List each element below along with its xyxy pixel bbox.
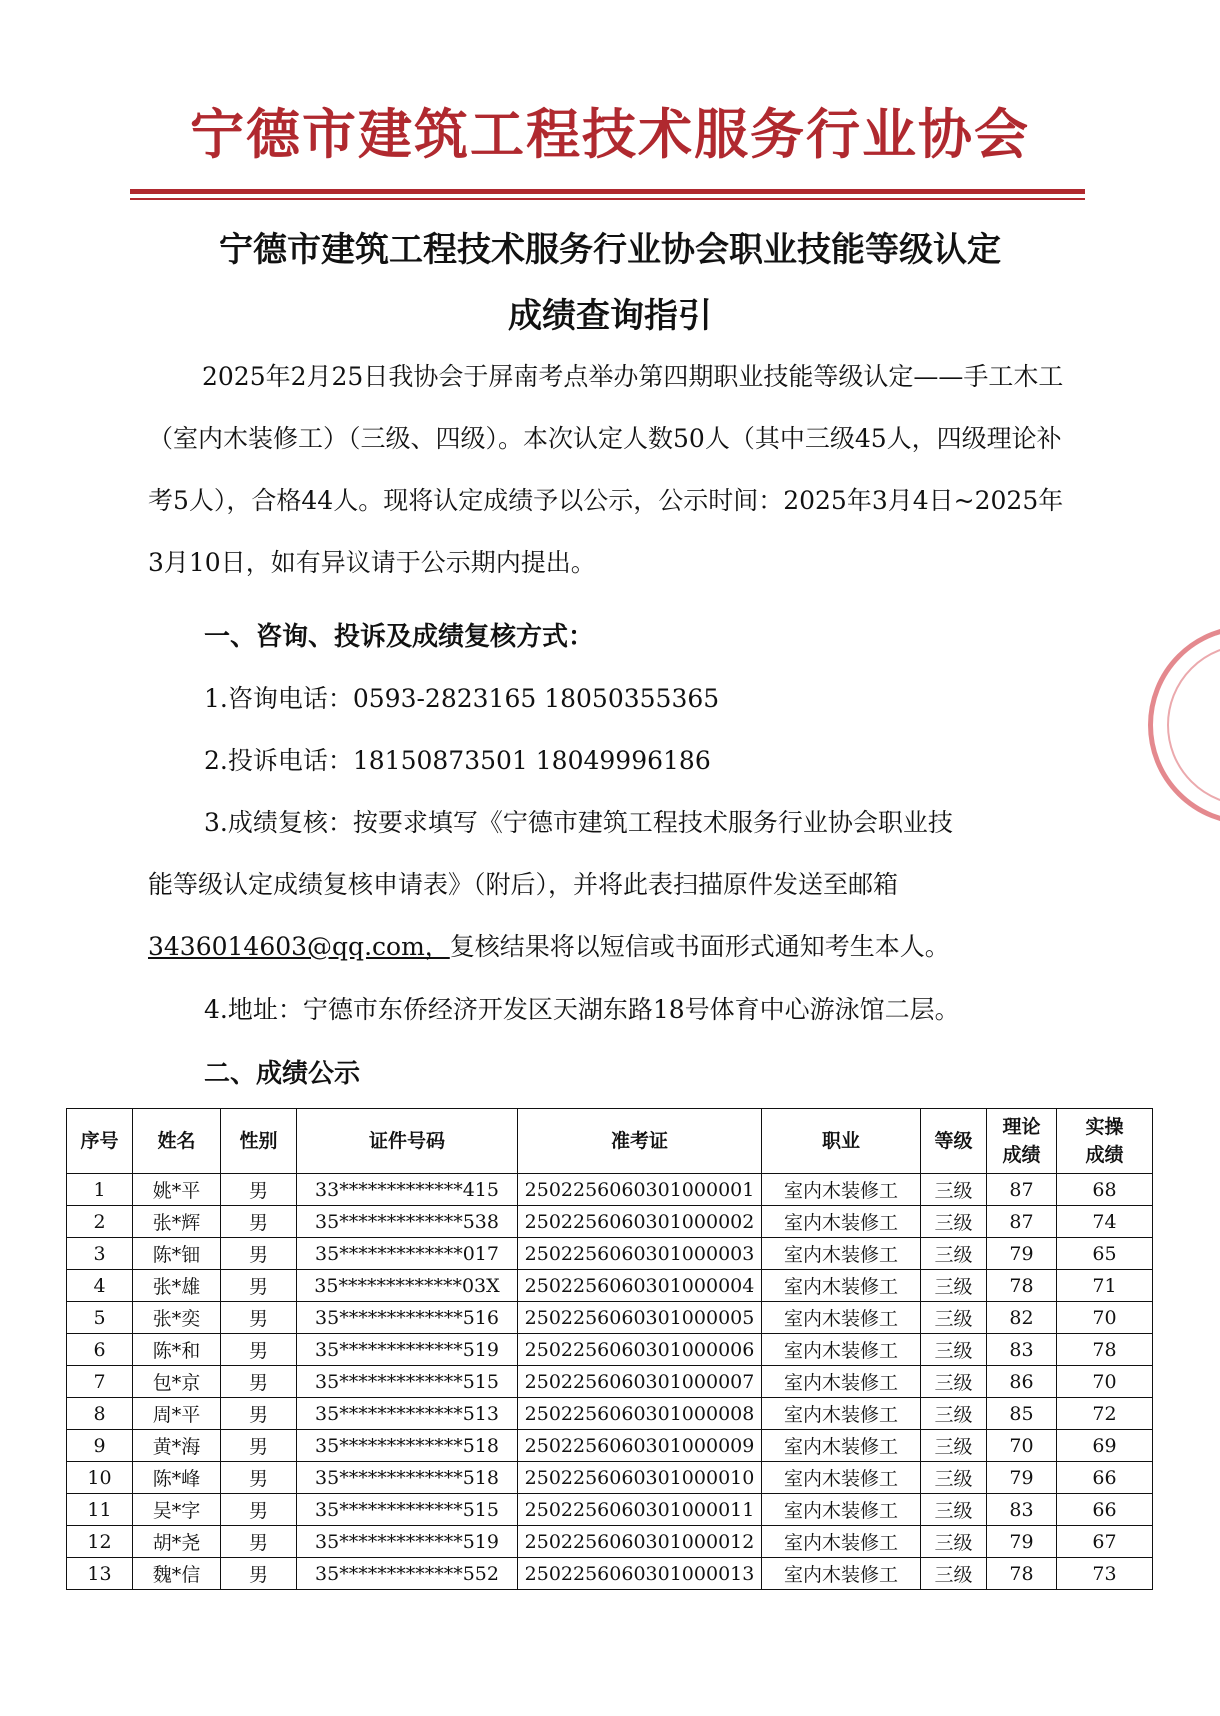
cell-name: 胡*尧: [133, 1526, 221, 1558]
cell-theory-score: 79: [987, 1526, 1057, 1558]
cell-occupation: 室内木装修工: [762, 1398, 921, 1430]
cell-level: 三级: [921, 1302, 987, 1334]
cell-level: 三级: [921, 1462, 987, 1494]
table-row: [67, 1462, 1153, 1494]
cell-id-number: 35*************538: [297, 1206, 518, 1238]
cell-theory-score: 78: [987, 1558, 1057, 1590]
cell-level: 三级: [921, 1398, 987, 1430]
cell-gender: 男: [221, 1462, 297, 1494]
document-title-line2: 成绩查询指引: [508, 296, 712, 336]
table-row: [67, 1302, 1153, 1334]
cell-practice-score: 65: [1057, 1238, 1153, 1270]
cell-level: 三级: [921, 1206, 987, 1238]
letterhead-rule-thin: [130, 198, 1085, 200]
cell-practice-score: 67: [1057, 1526, 1153, 1558]
address: 4.地址：宁德市东侨经济开发区天湖东路18号体育中心游泳馆二层。: [204, 995, 960, 1024]
header-seq: 序号: [67, 1109, 133, 1174]
cell-ticket: 2502256060301000006: [518, 1334, 762, 1366]
cell-occupation: 室内木装修工: [762, 1238, 921, 1270]
header-practice-line1: 实操: [1085, 1116, 1124, 1138]
cell-id-number: 33*************415: [297, 1174, 518, 1206]
cell-gender: 男: [221, 1174, 297, 1206]
cell-name: 魏*信: [133, 1558, 221, 1590]
header-occupation: 职业: [762, 1109, 921, 1174]
complaint-phone: 2.投诉电话：18150873501 18049996186: [204, 746, 711, 775]
cell-theory-score: 83: [987, 1494, 1057, 1526]
cell-ticket: 2502256060301000008: [518, 1398, 762, 1430]
cell-level: 三级: [921, 1334, 987, 1366]
header-ticket: 准考证: [518, 1109, 762, 1174]
cell-seq: 11: [67, 1494, 133, 1526]
cell-level: 三级: [921, 1366, 987, 1398]
cell-name: 吴*字: [133, 1494, 221, 1526]
cell-gender: 男: [221, 1334, 297, 1366]
cell-practice-score: 73: [1057, 1558, 1153, 1590]
table-row: [67, 1558, 1153, 1590]
cell-gender: 男: [221, 1494, 297, 1526]
cell-id-number: 35*************017: [297, 1238, 518, 1270]
cell-id-number: 35*************513: [297, 1398, 518, 1430]
cell-ticket: 2502256060301000011: [518, 1494, 762, 1526]
cell-level: 三级: [921, 1270, 987, 1302]
table-row: [67, 1430, 1153, 1462]
cell-practice-score: 74: [1057, 1206, 1153, 1238]
cell-theory-score: 70: [987, 1430, 1057, 1462]
cell-ticket: 2502256060301000004: [518, 1270, 762, 1302]
review-email-link[interactable]: 3436014603@qq.com，: [148, 932, 450, 961]
cell-occupation: 室内木装修工: [762, 1494, 921, 1526]
cell-occupation: 室内木装修工: [762, 1270, 921, 1302]
table-row: [67, 1334, 1153, 1366]
table-row: [67, 1206, 1153, 1238]
cell-level: 三级: [921, 1494, 987, 1526]
review-line1: 3.成绩复核：按要求填写《宁德市建筑工程技术服务行业协会职业技: [204, 808, 953, 837]
cell-practice-score: 68: [1057, 1174, 1153, 1206]
cell-practice-score: 66: [1057, 1462, 1153, 1494]
cell-name: 周*平: [133, 1398, 221, 1430]
header-practice-score: [1057, 1109, 1153, 1174]
cell-ticket: 2502256060301000009: [518, 1430, 762, 1462]
cell-level: 三级: [921, 1174, 987, 1206]
cell-name: 张*雄: [133, 1270, 221, 1302]
cell-theory-score: 86: [987, 1366, 1057, 1398]
table-row: [67, 1270, 1153, 1302]
cell-level: 三级: [921, 1430, 987, 1462]
cell-gender: 男: [221, 1430, 297, 1462]
header-theory-score: [987, 1109, 1057, 1174]
table-row: [67, 1494, 1153, 1526]
cell-seq: 9: [67, 1430, 133, 1462]
score-table-body: [67, 1174, 1153, 1590]
cell-seq: 5: [67, 1302, 133, 1334]
letterhead: 宁德市建筑工程技术服务行业协会: [190, 103, 1030, 166]
cell-gender: 男: [221, 1366, 297, 1398]
cell-name: 陈*峰: [133, 1462, 221, 1494]
review-line3-text: 复核结果将以短信或书面形式通知考生本人。: [449, 932, 950, 961]
cell-practice-score: 69: [1057, 1430, 1153, 1462]
header-theory-line2: 成绩: [1002, 1144, 1041, 1166]
cell-id-number: 35*************516: [297, 1302, 518, 1334]
section2-heading: 二、成绩公示: [204, 1059, 361, 1089]
cell-ticket: 2502256060301000001: [518, 1174, 762, 1206]
cell-occupation: 室内木装修工: [762, 1462, 921, 1494]
section1-heading: 一、咨询、投诉及成绩复核方式：: [204, 622, 595, 652]
cell-seq: 13: [67, 1558, 133, 1590]
review-line3: [148, 927, 950, 963]
cell-name: 黄*海: [133, 1430, 221, 1462]
cell-occupation: 室内木装修工: [762, 1430, 921, 1462]
cell-level: 三级: [921, 1526, 987, 1558]
cell-ticket: 2502256060301000002: [518, 1206, 762, 1238]
header-gender: 性别: [221, 1109, 297, 1174]
letterhead-rule-thick: [130, 189, 1085, 194]
cell-seq: 3: [67, 1238, 133, 1270]
cell-ticket: 2502256060301000010: [518, 1462, 762, 1494]
table-row: [67, 1398, 1153, 1430]
cell-theory-score: 82: [987, 1302, 1057, 1334]
cell-seq: 7: [67, 1366, 133, 1398]
cell-gender: 男: [221, 1558, 297, 1590]
cell-theory-score: 78: [987, 1270, 1057, 1302]
table-row: [67, 1526, 1153, 1558]
cell-ticket: 2502256060301000005: [518, 1302, 762, 1334]
table-row: [67, 1238, 1153, 1270]
cell-occupation: 室内木装修工: [762, 1206, 921, 1238]
cell-gender: 男: [221, 1526, 297, 1558]
cell-name: 张*奕: [133, 1302, 221, 1334]
cell-id-number: 35*************519: [297, 1526, 518, 1558]
cell-id-number: 35*************518: [297, 1430, 518, 1462]
cell-practice-score: 70: [1057, 1366, 1153, 1398]
cell-gender: 男: [221, 1238, 297, 1270]
cell-seq: 1: [67, 1174, 133, 1206]
cell-practice-score: 66: [1057, 1494, 1153, 1526]
cell-theory-score: 83: [987, 1334, 1057, 1366]
cell-id-number: 35*************519: [297, 1334, 518, 1366]
table-row: [67, 1174, 1153, 1206]
cell-practice-score: 78: [1057, 1334, 1153, 1366]
cell-id-number: 35*************515: [297, 1366, 518, 1398]
cell-name: 陈*和: [133, 1334, 221, 1366]
review-line2: 能等级认定成绩复核申请表》（附后），并将此表扫描原件发送至邮箱: [148, 870, 899, 899]
cell-theory-score: 87: [987, 1206, 1057, 1238]
cell-theory-score: 79: [987, 1462, 1057, 1494]
cell-id-number: 35*************515: [297, 1494, 518, 1526]
cell-gender: 男: [221, 1206, 297, 1238]
cell-gender: 男: [221, 1398, 297, 1430]
table-row: [67, 1366, 1153, 1398]
cell-gender: 男: [221, 1270, 297, 1302]
cell-level: 三级: [921, 1558, 987, 1590]
header-name: 姓名: [133, 1109, 221, 1174]
consult-phone: 1.咨询电话：0593-2823165 18050355365: [204, 684, 720, 713]
cell-seq: 2: [67, 1206, 133, 1238]
cell-seq: 4: [67, 1270, 133, 1302]
cell-id-number: 35*************518: [297, 1462, 518, 1494]
header-practice-line2: 成绩: [1085, 1144, 1124, 1166]
cell-id-number: 35*************03X: [297, 1270, 518, 1302]
cell-occupation: 室内木装修工: [762, 1558, 921, 1590]
table-header-row: [67, 1109, 1153, 1174]
cell-ticket: 2502256060301000007: [518, 1366, 762, 1398]
document-title-line1: 宁德市建筑工程技术服务行业协会职业技能等级认定: [219, 230, 1001, 270]
official-seal: [1148, 625, 1220, 825]
cell-practice-score: 70: [1057, 1302, 1153, 1334]
cell-ticket: 2502256060301000012: [518, 1526, 762, 1558]
header-id-number: 证件号码: [297, 1109, 518, 1174]
cell-name: 包*京: [133, 1366, 221, 1398]
score-table: [66, 1108, 1153, 1590]
cell-occupation: 室内木装修工: [762, 1526, 921, 1558]
official-seal-inner-ring: [1167, 644, 1220, 806]
header-theory-line1: 理论: [1002, 1116, 1041, 1138]
cell-id-number: 35*************552: [297, 1558, 518, 1590]
header-level: 等级: [921, 1109, 987, 1174]
cell-occupation: 室内木装修工: [762, 1302, 921, 1334]
cell-seq: 8: [67, 1398, 133, 1430]
cell-occupation: 室内木装修工: [762, 1174, 921, 1206]
cell-occupation: 室内木装修工: [762, 1366, 921, 1398]
cell-seq: 12: [67, 1526, 133, 1558]
cell-name: 张*辉: [133, 1206, 221, 1238]
cell-occupation: 室内木装修工: [762, 1334, 921, 1366]
cell-name: 陈*钿: [133, 1238, 221, 1270]
cell-gender: 男: [221, 1302, 297, 1334]
cell-ticket: 2502256060301000013: [518, 1558, 762, 1590]
intro-paragraph: 2025年2月25日我协会于屏南考点举办第四期职业技能等级认定——手工木工（室内木装修工）（三级、四级）。本次认定人数50人（其中三级45人，四级理论补考5人），合格44人。现将认定成绩予以公示，公示时间：2025年3月4日~2025年3月10日，如有异议请于公示期内提出。: [148, 362, 1064, 577]
cell-theory-score: 87: [987, 1174, 1057, 1206]
cell-practice-score: 71: [1057, 1270, 1153, 1302]
cell-seq: 6: [67, 1334, 133, 1366]
cell-name: 姚*平: [133, 1174, 221, 1206]
cell-seq: 10: [67, 1462, 133, 1494]
cell-ticket: 2502256060301000003: [518, 1238, 762, 1270]
cell-theory-score: 79: [987, 1238, 1057, 1270]
cell-level: 三级: [921, 1238, 987, 1270]
cell-practice-score: 72: [1057, 1398, 1153, 1430]
cell-theory-score: 85: [987, 1398, 1057, 1430]
